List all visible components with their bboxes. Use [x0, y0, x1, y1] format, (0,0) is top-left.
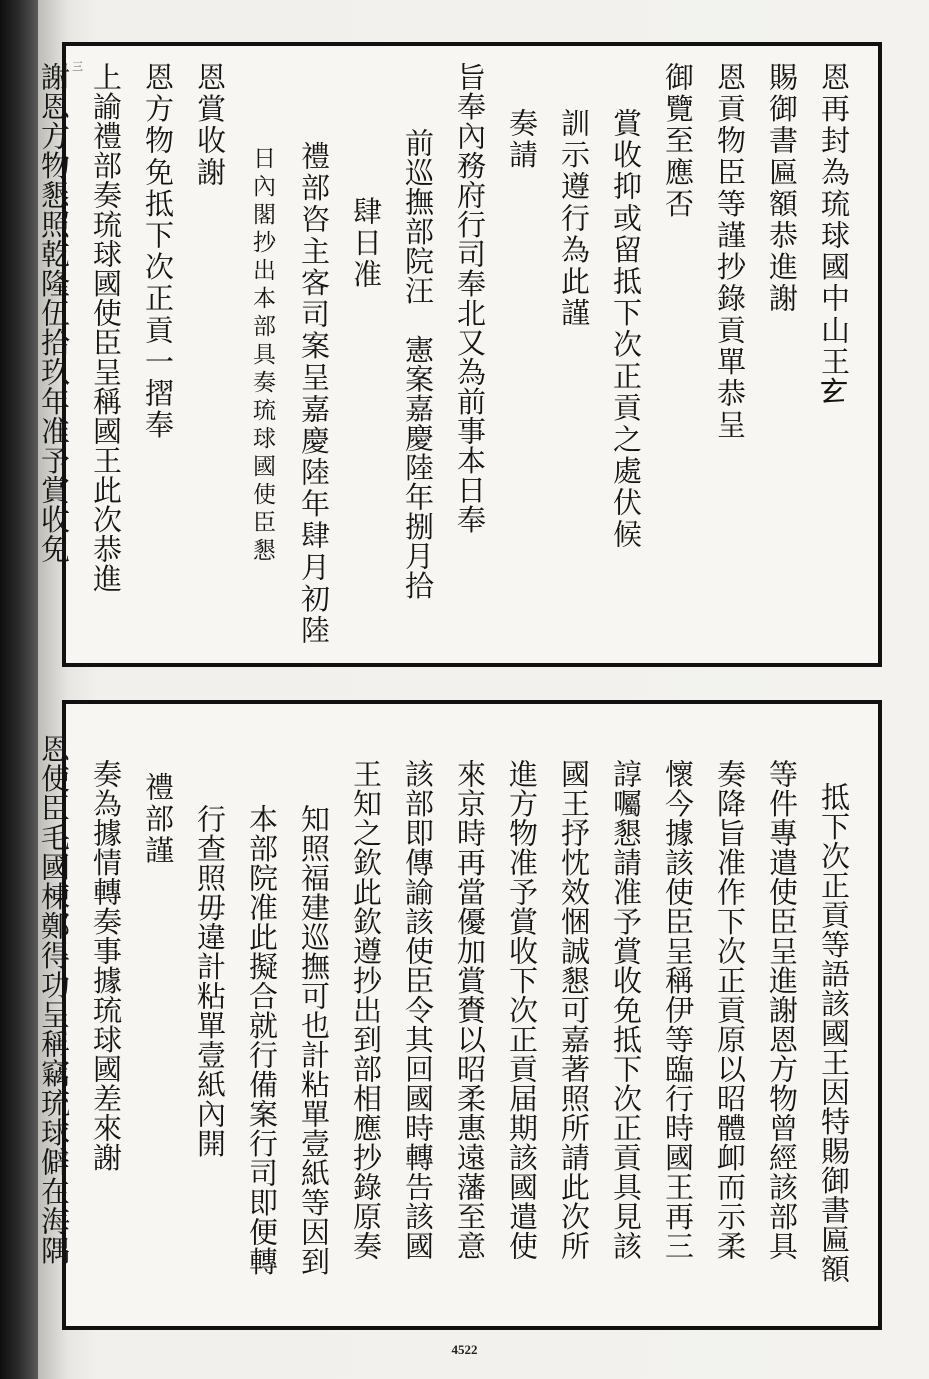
text-column: 奏降旨准作下次正貢原以昭體卹而示柔 — [713, 759, 747, 1261]
upper-text-frame — [37, 42, 882, 667]
text-column: 懷今據該使臣呈稱伊等臨行時國王再三 — [661, 759, 695, 1261]
text-column: 訓示遵行為此謹 — [557, 108, 591, 330]
text-column: 禮部謹 — [141, 772, 175, 867]
text-column: 來京時再當優加賞賚以昭柔惠遠藩至意 — [453, 759, 487, 1261]
text-column: 上諭禮部奏琉球國使臣呈稱國王此次恭進 — [89, 62, 123, 593]
text-column: 恩貢物臣等謹抄錄貢單恭呈 — [713, 62, 747, 442]
text-column: 日內閣抄出本部具奏琉球國使臣懇 — [249, 146, 275, 566]
text-column: 進方物准予賞收下次正貢届期該國遣使 — [505, 759, 539, 1261]
text-column: 抵下次正貢等語該國王因特賜御書匾額 — [817, 782, 851, 1284]
upper-text-columns — [37, 46, 878, 663]
text-column: 奏為據情轉奏事據琉球國差來謝 — [89, 759, 123, 1172]
text-column: 旨奉內務府行司奉北又為前事本日奉 — [453, 62, 487, 534]
text-column: 奏請 — [505, 108, 539, 172]
text-column: 國王抒忱效悃誠懇可嘉著照所請此次所 — [557, 759, 591, 1261]
text-column: 賞收抑或留抵下次正貢之處伏候 — [609, 108, 643, 551]
text-column: 前巡撫部院汪 憲案嘉慶陸年捌月拾 — [401, 128, 435, 600]
text-column: 本部院准此擬合就行備案行司即便轉 — [245, 804, 279, 1276]
text-column: 賜御書匾額恭進謝 — [765, 62, 799, 315]
text-column: 恩賞收謝 — [193, 62, 227, 189]
text-column: 恩使臣毛國棟鄭得功呈稱竊琉球僻在海隅 — [37, 734, 71, 1265]
text-column: 肆日准 — [349, 196, 383, 291]
text-column: 王知之欽此欽遵抄出到部相應抄錄原奏 — [349, 759, 383, 1261]
text-column: 謝恩方物懇照乾隆伍拾玖年准予賞收免 — [37, 62, 71, 564]
text-column: 恩再封為琉球國中山王𤣥 — [817, 62, 851, 410]
text-column: 禮部咨主客司案呈嘉慶陸年肆月初陸 — [297, 141, 331, 647]
lower-text-frame — [37, 700, 882, 1330]
page-number: 4522 — [451, 1342, 478, 1357]
text-column: 諄囑懇請准予賞收免抵下次正貢具見該 — [609, 759, 643, 1261]
text-column: 御覽至應否 — [661, 62, 695, 220]
text-column: 該部即傳諭該使臣令其回國時轉告該國 — [401, 759, 435, 1261]
text-column: 行查照毋違計粘單壹紙內開 — [193, 804, 227, 1158]
text-column: 等件專遣使臣呈進謝恩方物曾經該部具 — [765, 759, 799, 1261]
lower-text-columns — [37, 704, 878, 1326]
text-column: 恩方物免抵下次正貢一摺奉 — [141, 62, 175, 442]
text-column: 知照福建巡撫可也計粘單壹紙等因到 — [297, 804, 331, 1276]
margin-mark: 三 — [72, 60, 83, 73]
